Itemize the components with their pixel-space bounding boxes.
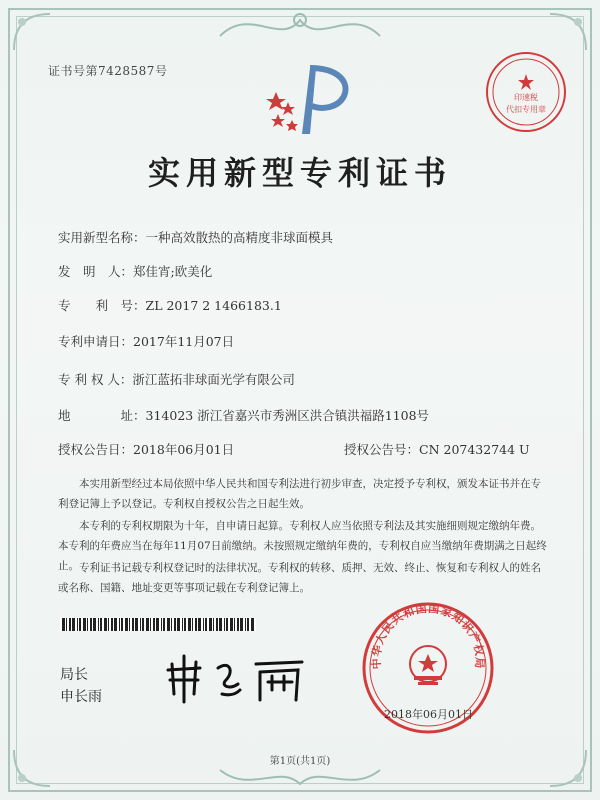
corner-ornament-bottom-right — [544, 744, 590, 790]
grant-number-label: 授权公告号： — [344, 442, 420, 457]
inventor-value: 郑佳宵;欧美化 — [133, 264, 213, 279]
seal-date: 2018年06月01日 — [384, 708, 473, 721]
top-ornament — [210, 6, 390, 46]
grant-date-value: 2018年06月01日 — [133, 442, 235, 457]
barcode — [60, 618, 256, 631]
field-inventor — [58, 262, 212, 280]
director-name: 申长雨 — [60, 689, 102, 705]
patent-number-label: 专 利 号： — [58, 298, 146, 313]
corner-ornament-top-left — [10, 10, 56, 56]
field-model-name — [58, 228, 333, 246]
field-filing-date — [58, 332, 234, 350]
director-signature — [160, 650, 310, 706]
paragraph-3: 专利证书记载专利权登记时的法律状况。专利权的转移、质押、无效、终止、恢复和专利权人的姓名或名称、国籍、地址变更等事项记载在专利登记簿上。 — [58, 562, 541, 594]
seal-small-text-2: 代扣专用章 — [506, 105, 546, 114]
address-value: 314023 浙江省嘉兴市秀洲区洪合镇洪福路1108号 — [145, 408, 430, 423]
field-patentee — [58, 370, 295, 388]
field-address — [58, 406, 429, 424]
paragraph-2: 本专利的专利权期限为十年，自申请日起算。专利权人应当依照专利法及其实施细则规定缴纳年费。本专利的年费应当在每年11月07日前缴纳。未按照规定缴纳年费的，专利权自应当缴纳年费期满之日起终止。 — [58, 520, 547, 572]
patentee-label: 专 利 权 人： — [58, 372, 133, 387]
tax-seal-icon — [484, 50, 568, 134]
inventor-label: 发 明 人： — [58, 264, 134, 279]
model-name-label: 实用新型名称： — [58, 230, 146, 245]
field-grant-date — [58, 440, 234, 458]
director-title: 局长 — [60, 667, 88, 683]
page-number: 第1页(共1页) — [269, 756, 331, 767]
paragraph-1: 本实用新型经过本局依照中华人民共和国专利法进行初步审查，决定授予专利权，颁发本证书并在专利登记簿上予以登记。专利权自授权公告之日起生效。 — [58, 478, 541, 510]
patent-number-value: ZL 2017 2 1466183.1 — [145, 298, 282, 313]
seal-small-text-1: 印速税 — [514, 93, 538, 102]
certificate-number: 证书号第7428587号 — [48, 64, 168, 78]
address-label: 地 址： — [58, 408, 146, 423]
sipo-logo-icon — [258, 62, 354, 138]
grant-date-label: 授权公告日： — [58, 442, 134, 457]
bottom-ornament — [210, 764, 390, 794]
patentee-value: 浙江蓝拓非球面光学有限公司 — [132, 372, 295, 387]
field-grant-number — [344, 440, 530, 458]
corner-ornament-bottom-left — [10, 744, 56, 790]
field-patent-number — [58, 296, 282, 314]
grant-number-value: CN 207432744 U — [419, 442, 530, 457]
filing-date-value: 2017年11月07日 — [133, 334, 235, 349]
certificate-title: 实用新型专利证书 — [147, 154, 452, 192]
filing-date-label: 专利申请日： — [58, 334, 134, 349]
model-name-value: 一种高效散热的高精度非球面模具 — [145, 230, 334, 245]
seal-big-text: 中华人民共和国国家知识产权局 — [369, 601, 487, 670]
